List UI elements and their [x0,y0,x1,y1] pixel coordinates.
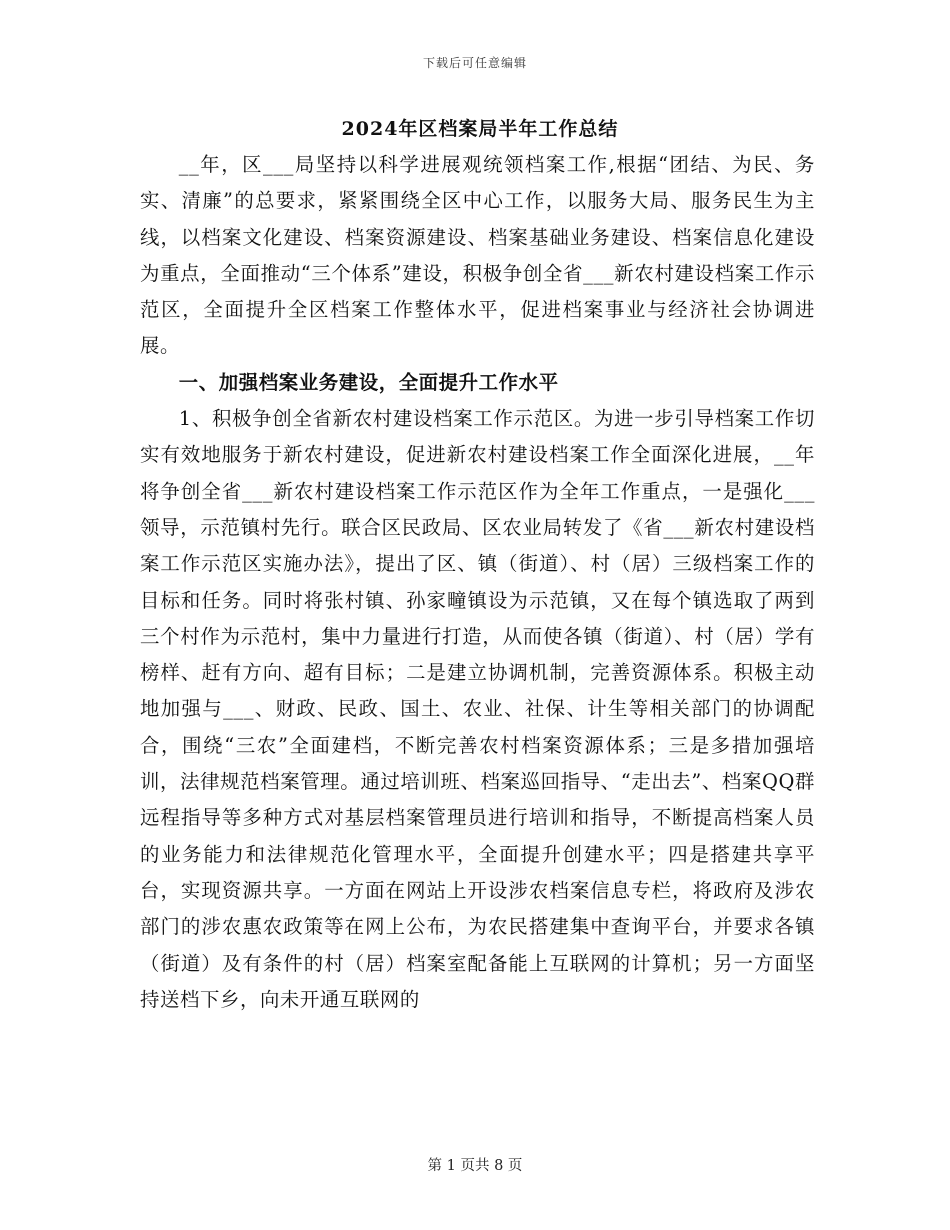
intro-paragraph: __年，区___局坚持以科学进展观统领档案工作,根据“团结、为民、务实、清廉”的总要求，紧紧围绕全区中心工作，以服务大局、服务民生为主线，以档案文化建设、档案资源建设、档案基础业务建设、档案信息化建设为重点，全面推动“三个体系”建设，积极争创全省___新农村建设档案工作示范区，全面提升全区档案工作整体水平，促进档案事业与经济社会协调进展。 [140,153,815,358]
section-heading: 一、加强档案业务建设，全面提升工作水平 [178,370,559,394]
section-paragraph: 1、积极争创全省新农村建设档案工作示范区。为进一步引导档案工作切实有效地服务于新农村建设，促进新农村建设档案工作全面深化进展，__年将争创全省___新农村建设档案工作示范区作为全年工作重点，一是强化___领导，示范镇村先行。联合区民政局、区农业局转发了《省___新农村建设档案工作示范区实施办法》，提出了区、镇（街道）、村（居）三级档案工作的目标和任务。同时将张村镇、孙家疃镇设为示范镇，又在每个镇选取了两到三个村作为示范村，集中力量进行打造，从而使各镇（街道）、村（居）学有榜样、赶有方向、超有目标；二是建立协调机制，完善资源体系。积极主动地加强与___、财政、民政、国土、农业、社保、计生等相关部门的协调配合，围绕“三农”全面建档，不断完善农村档案资源体系；三是多措加强培训，法律规范档案管理。通过培训班、档案巡回指导、“走出去”、档案QQ群远程指导等多种方式对基层档案管理员进行培训和指导，不断提高档案人员的业务能力和法律规范化管理水平，全面提升创建水平；四是搭建共享平台，实现资源共享。一方面在网站上开设涉农档案信息专栏，将政府及涉农部门的涉农惠农政策等在网上公布，为农民搭建集中查询平台，并要求各镇（街道）及有条件的村（居）档案室配备能上互联网的计算机；另一方面坚持送档下乡，向未开通互联网的 [140,407,815,1011]
page-footer: 第 1 页共 8 页 [427,1158,523,1174]
header-note: 下载后可任意编辑 [422,56,527,70]
document-body [140,147,815,1018]
document-title: 2024年区档案局半年工作总结 [341,118,619,140]
